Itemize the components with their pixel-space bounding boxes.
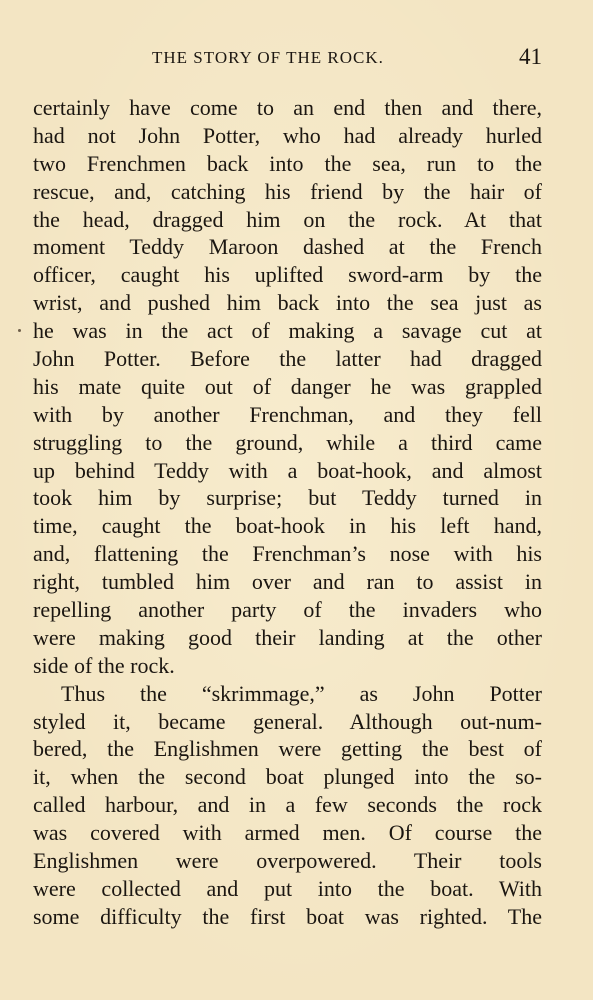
- text-line: some difficulty the first boat was righted. The: [33, 903, 542, 929]
- text-line: certainly have come to an end then and there,: [33, 95, 542, 120]
- text-line: had not John Potter, who had already hurled: [33, 122, 542, 148]
- text-line: were making good their landing at the other: [33, 624, 542, 650]
- running-head: THE STORY OF THE ROCK.: [152, 48, 384, 67]
- page-number: 41: [519, 44, 542, 69]
- text-line: and, flattening the Frenchman’s nose with his: [33, 541, 542, 567]
- paragraph-start-line: Thus the “skrimmage,” as John Potter: [61, 680, 542, 706]
- text-line: the head, dragged him on the rock. At that: [33, 206, 542, 232]
- text-line: it, when the second boat plunged into the so-: [33, 764, 542, 790]
- text-line: styled it, became general. Although out-num-: [33, 708, 542, 734]
- text-line: officer, caught his uplifted sword-arm by the: [33, 262, 542, 288]
- text-line: repelling another party of the invaders who: [33, 597, 542, 623]
- text-line: he was in the act of making a savage cut at: [33, 318, 542, 344]
- text-line: bered, the Englishmen were getting the best of: [33, 736, 542, 762]
- margin-speck: [18, 329, 21, 332]
- text-line: his mate quite out of danger he was grappled: [33, 373, 542, 399]
- text-line: wrist, and pushed him back into the sea just as: [33, 290, 542, 316]
- text-line: time, caught the boat-hook in his left hand,: [33, 513, 542, 539]
- text-line: rescue, and, catching his friend by the hair of: [33, 178, 542, 204]
- text-line: two Frenchmen back into the sea, run to the: [33, 150, 542, 176]
- text-line: right, tumbled him over and ran to assist in: [33, 569, 542, 595]
- text-line: up behind Teddy with a boat-hook, and almost: [33, 457, 542, 483]
- page-header: [32, 44, 542, 74]
- paragraph-end-line: side of the rock.: [33, 652, 175, 678]
- text-line: with by another Frenchman, and they fell: [33, 401, 542, 427]
- text-line: called harbour, and in a few seconds the rock: [33, 792, 542, 818]
- text-line: moment Teddy Maroon dashed at the French: [33, 234, 542, 260]
- body-text: [33, 94, 542, 931]
- text-line: were collected and put into the boat. With: [33, 875, 542, 901]
- text-line: was covered with armed men. Of course the: [33, 820, 542, 846]
- text-line: John Potter. Before the latter had dragged: [33, 346, 542, 372]
- text-line: struggling to the ground, while a third came: [33, 429, 542, 455]
- text-line: Englishmen were overpowered. Their tools: [33, 848, 542, 874]
- text-line: took him by surprise; but Teddy turned in: [33, 485, 542, 511]
